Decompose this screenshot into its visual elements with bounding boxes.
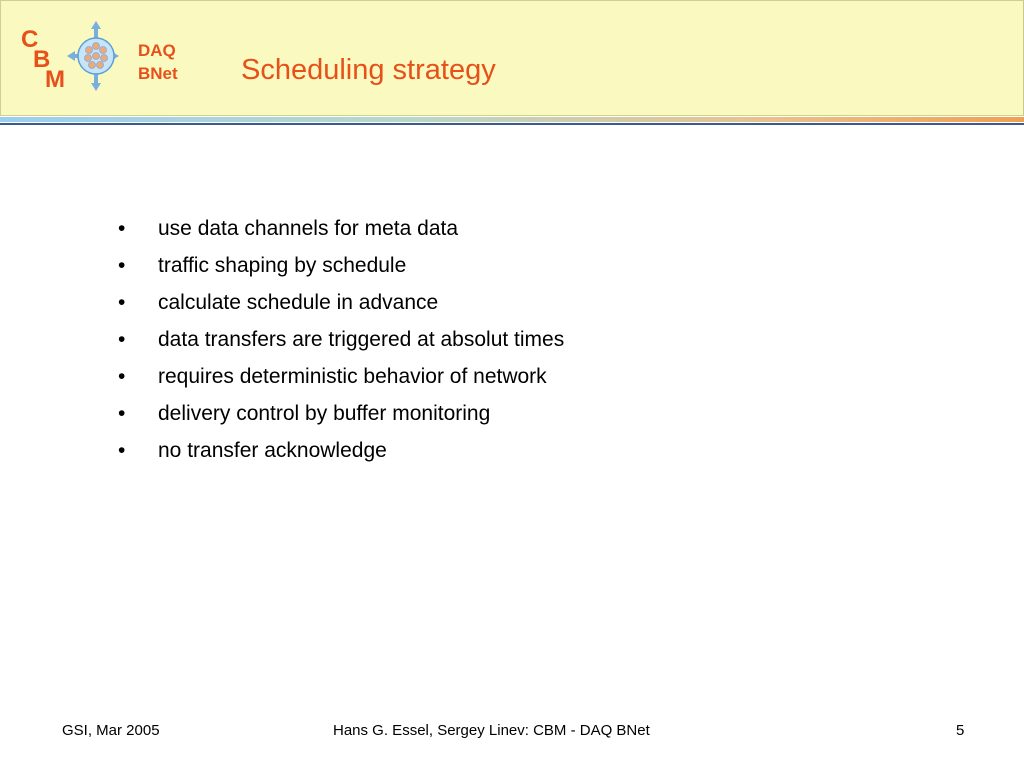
bullet-item [118, 284, 564, 321]
bullet-list [118, 210, 564, 469]
header-divider [0, 117, 1024, 126]
logo-letter-b: B [33, 46, 51, 73]
bullet-text: data transfers are triggered at absolut times [158, 328, 565, 351]
bullet-text: no transfer acknowledge [158, 439, 387, 462]
bullet-item [118, 432, 564, 469]
cbm-logo [19, 19, 119, 93]
page-number: 5 [956, 722, 965, 739]
logo-text-daq: DAQ [138, 41, 176, 60]
bullet-item [118, 395, 564, 432]
bullet-item [118, 321, 564, 358]
footer-authors: Hans G. Essel, Sergey Linev: CBM - DAQ BNet [333, 722, 650, 739]
logo-letter-m: M [45, 66, 65, 93]
bullet-text: delivery control by buffer monitoring [158, 402, 491, 425]
logo-letter-c: C [21, 26, 39, 53]
bullet-text: calculate schedule in advance [158, 291, 439, 314]
bullet-item [118, 210, 564, 247]
bullet-icon: • [118, 291, 126, 314]
bullet-icon: • [118, 254, 126, 277]
bullet-text: requires deterministic behavior of network [158, 365, 547, 388]
bullet-icon: • [118, 365, 126, 388]
bullet-item [118, 247, 564, 284]
footer-date: GSI, Mar 2005 [62, 722, 160, 739]
bullet-icon: • [118, 402, 126, 425]
logo-text [138, 39, 178, 85]
logo-text-bnet: BNet [138, 64, 178, 83]
slide-title: Scheduling strategy [241, 54, 496, 86]
bullet-item [118, 358, 564, 395]
bullet-icon: • [118, 439, 126, 462]
bullet-text: traffic shaping by schedule [158, 254, 407, 277]
bullet-text: use data channels for meta data [158, 217, 459, 240]
bullet-icon: • [118, 328, 126, 351]
slide-header [0, 0, 1024, 116]
bullet-icon: • [118, 217, 126, 240]
